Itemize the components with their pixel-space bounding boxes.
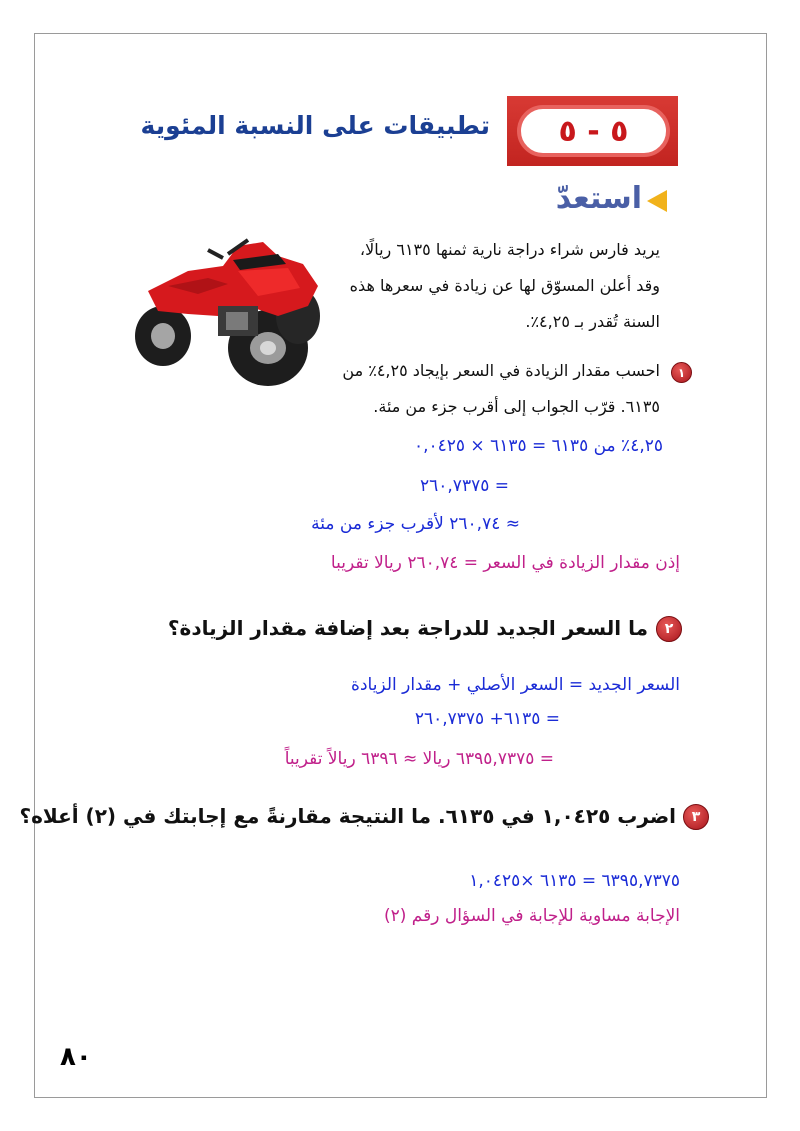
q1-work-line: = ٢٦٠,٧٣٧٥ <box>420 476 509 496</box>
question-2-text: ما السعر الجديد للدراجة بعد إضافة مقدار الزيادة؟ <box>167 616 648 640</box>
q3-work-line: ٦٣٩٥,٧٣٧٥ = ٦١٣٥ ×١,٠٤٢٥ <box>469 871 680 891</box>
ready-arrow-icon <box>647 190 667 212</box>
q2-work-line: السعر الجديد = السعر الأصلي + مقدار الزيادة <box>351 675 680 695</box>
question-number: ١ <box>677 365 686 380</box>
question-number-icon <box>656 616 682 642</box>
question-1-line: ٦١٣٥. قرّب الجواب إلى أقرب جزء من مئة. <box>373 397 660 416</box>
lesson-number: ٥ - ٥ <box>558 113 629 149</box>
intro-line: يريد فارس شراء دراجة نارية ثمنها ٦١٣٥ ريالًا، <box>359 240 660 259</box>
intro-line: وقد أعلن المسوّق لها عن زيادة في سعرها هذه <box>349 276 660 295</box>
lesson-title: تطبيقات على النسبة المئوية <box>140 111 490 140</box>
question-3-text: اضرب ١,٠٤٢٥ في ٦١٣٥. ما النتيجة مقارنةً مع إجابتك في (٢) أعلاه؟ <box>19 804 676 828</box>
page-number: ٨٠ <box>60 1042 92 1072</box>
q2-work-line: = ٦١٣٥+ ٢٦٠,٧٣٧٥ <box>414 709 560 729</box>
lesson-badge <box>507 96 678 166</box>
question-number-icon <box>683 804 709 830</box>
q1-work-line: ≈ ٢٦٠,٧٤ لأقرب جزء من مئة <box>311 514 520 534</box>
ready-heading: استعدّ <box>555 181 642 216</box>
atv-image <box>128 236 328 396</box>
intro-line: السنة تُقدر بـ ٤,٢٥٪. <box>525 312 660 331</box>
q2-answer: = ٦٣٩٥,٧٣٧٥ ريالا ≈ ٦٣٩٦ ريالاً تقريباً <box>284 749 554 769</box>
q1-work-line: ٤,٢٥٪ من ٦١٣٥ = ٦١٣٥ × ٠,٠٤٢٥ <box>413 436 663 456</box>
question-number: ٢ <box>664 621 674 637</box>
question-number: ٣ <box>691 809 701 825</box>
lesson-number-pill <box>517 105 670 157</box>
question-1-line: احسب مقدار الزيادة في السعر بإيجاد ٤,٢٥٪ من <box>342 361 660 380</box>
question-number-icon <box>671 362 692 383</box>
q1-answer: إذن مقدار الزيادة في السعر = ٢٦٠,٧٤ ريالا تقريبا <box>330 553 680 573</box>
q3-answer: الإجابة مساوية للإجابة في السؤال رقم (٢) <box>383 906 680 926</box>
